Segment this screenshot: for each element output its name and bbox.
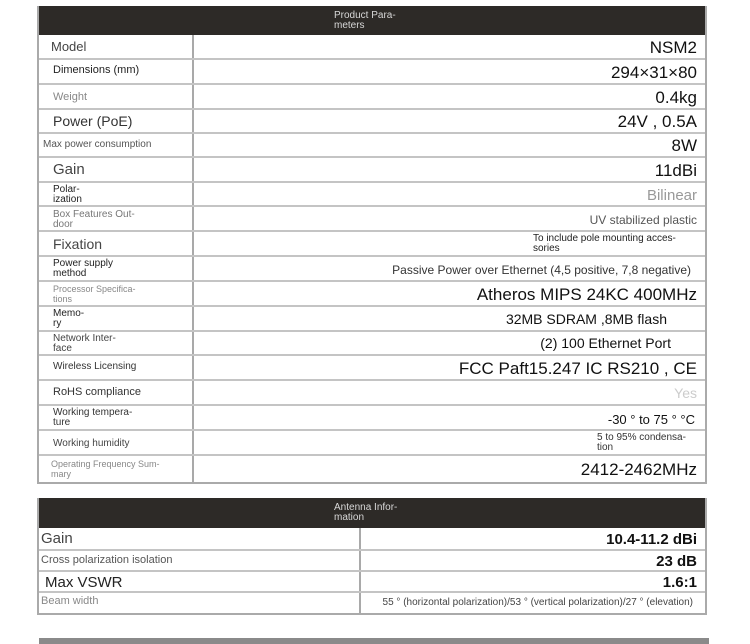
row-value: UV stabilized plastic	[589, 213, 697, 227]
row-value: Atheros MIPS 24KC 400MHz	[476, 285, 697, 304]
antenna-information-title: Antenna Infor- mation	[334, 502, 398, 523]
row-label: Power (PoE)	[53, 113, 133, 129]
row-value: NSM2	[649, 38, 697, 57]
row-value: 0.4kg	[655, 88, 697, 107]
row-label: Max power consumption	[43, 139, 152, 150]
product-parameters-header	[39, 6, 705, 35]
row-label: Processor Specifica- tions	[53, 284, 136, 304]
row-value: 8W	[671, 136, 697, 155]
table-row	[39, 572, 705, 593]
row-value: -30 ° to 75 ° °C	[607, 412, 695, 427]
table-row	[39, 207, 705, 232]
row-label: Max VSWR	[45, 574, 123, 591]
row-value: 32MB SDRAM ,8MB flash	[505, 311, 667, 327]
row-label: Operating Frequency Sum- mary	[51, 459, 160, 479]
table-row	[39, 307, 705, 332]
table-row	[39, 431, 705, 456]
row-label: Beam width	[41, 595, 99, 607]
row-value: Bilinear	[646, 187, 697, 204]
antenna-information-table	[37, 498, 707, 615]
row-label: RoHS compliance	[53, 386, 142, 398]
row-label: Cross polarization isolation	[41, 554, 173, 566]
row-label: Working tempera- ture	[53, 407, 133, 428]
row-value: Passive Power over Ethernet (4,5 positive, 7,8 negative)	[392, 263, 691, 277]
row-value: 1.6:1	[662, 574, 697, 591]
row-label: Polar- ization	[53, 184, 82, 205]
table-row	[39, 110, 705, 134]
row-value: 294×31×80	[610, 63, 697, 82]
next-section-bar	[39, 638, 709, 644]
row-value: 11dBi	[654, 161, 697, 180]
table-row	[39, 593, 705, 613]
product-parameters-table	[37, 6, 707, 484]
row-value: 24V , 0.5A	[617, 112, 697, 131]
table-row	[39, 257, 705, 282]
row-value: Yes	[674, 385, 697, 401]
table-row	[39, 406, 705, 431]
row-value: 23 dB	[656, 553, 697, 570]
table-row	[39, 332, 705, 356]
row-value: (2) 100 Ethernet Port	[540, 335, 671, 351]
table-row	[39, 551, 705, 572]
row-label: Model	[51, 39, 87, 54]
row-value: FCC Paft15.247 IC RS210 , CE	[458, 359, 697, 378]
row-value: To include pole mounting acces- sories	[533, 233, 676, 254]
row-label: Dimensions (mm)	[53, 64, 140, 76]
row-label: Network Inter- face	[53, 333, 116, 354]
row-value: 2412-2462MHz	[580, 460, 697, 479]
row-label: Gain	[53, 161, 85, 178]
table-row	[39, 158, 705, 183]
row-value: 10.4-11.2 dBi	[606, 531, 697, 548]
antenna-information-header	[39, 498, 705, 528]
row-label: Memo- ry	[53, 308, 85, 329]
row-label: Power supply method	[53, 258, 114, 279]
row-value: 55 ° (horizontal polarization)/53 ° (vertical polarization)/27 ° (elevation)	[382, 597, 693, 608]
table-row	[39, 456, 705, 482]
table-row	[39, 356, 705, 381]
table-row	[39, 183, 705, 207]
table-row	[39, 85, 705, 110]
row-label: Box Features Out- door	[53, 209, 135, 230]
row-label: Working humidity	[53, 438, 130, 449]
row-label: Gain	[41, 530, 73, 547]
row-value: 5 to 95% condensa- tion	[597, 432, 686, 453]
table-row	[39, 381, 705, 406]
table-row	[39, 35, 705, 60]
table-row	[39, 528, 705, 551]
table-row	[39, 60, 705, 85]
row-label: Fixation	[53, 236, 103, 252]
table-row	[39, 232, 705, 257]
product-parameters-title: Product Para- meters	[334, 10, 396, 31]
table-row	[39, 282, 705, 307]
row-label: Weight	[53, 91, 88, 103]
table-row	[39, 134, 705, 158]
row-label: Wireless Licensing	[53, 361, 137, 372]
